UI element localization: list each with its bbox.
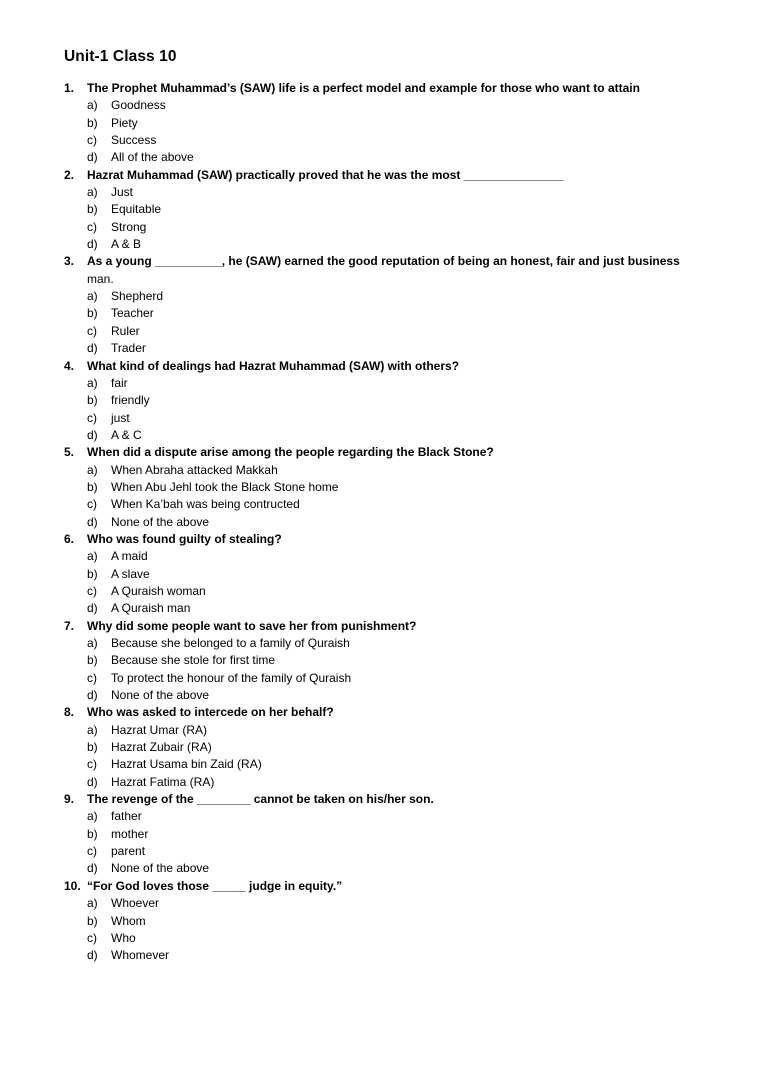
answer-option [64,184,724,201]
option-letter: c) [87,323,97,338]
question-text: The revenge of the ________ cannot be taken on his/her son. [87,792,434,807]
question-6 [64,531,724,618]
question-9 [64,791,724,878]
option-text: To protect the honour of the family of Quraish [111,670,352,685]
answer-option [64,808,724,825]
option-letter: c) [87,670,97,685]
option-letter: c) [87,583,97,598]
question-number: 8. [64,705,75,720]
option-text: Ruler [111,323,140,338]
option-letter: c) [87,219,97,234]
option-letter: a) [87,722,98,737]
option-text: Just [111,185,134,200]
question-text: Who was found guilty of stealing? [87,531,282,546]
question-text: When did a dispute arise among the people regarding the Black Stone? [87,445,494,460]
option-letter: b) [87,740,98,755]
option-text: Piety [111,115,138,130]
answer-option [64,496,724,513]
answer-option [64,115,724,132]
option-letter: a) [87,462,98,477]
answer-option [64,479,724,496]
answer-option [64,392,724,409]
question-number: 2. [64,167,75,182]
option-text: Hazrat Fatima (RA) [111,774,215,789]
question-text: Who was asked to intercede on her behalf? [87,705,334,720]
answer-option [64,149,724,166]
question-line [64,80,724,97]
option-letter: c) [87,133,97,148]
answer-option [64,583,724,600]
question-number: 7. [64,618,75,633]
question-number: 4. [64,358,75,373]
option-text: father [111,809,142,824]
answer-option [64,566,724,583]
option-letter: d) [87,688,98,703]
option-letter: d) [87,514,98,529]
option-letter: a) [87,809,98,824]
question-text-continuation: man. [87,271,114,286]
option-letter: b) [87,115,98,130]
answer-option [64,375,724,392]
question-line [64,167,724,184]
question-number: 1. [64,81,75,95]
option-text: Equitable [111,202,162,217]
answer-option [64,288,724,305]
option-text: Whoever [111,896,160,911]
question-7 [64,618,724,705]
option-text: Whom [111,913,146,928]
answer-option [64,739,724,756]
answer-option [64,947,724,964]
option-letter: b) [87,202,98,217]
question-line [64,531,724,548]
question-8 [64,704,724,791]
answer-option [64,860,724,877]
option-letter: a) [87,549,98,564]
question-10 [64,878,724,965]
option-text: Shepherd [111,289,164,304]
question-text: As a young __________, he (SAW) earned the good reputation of being an honest, fair and just business [87,254,680,269]
question-line [64,444,724,461]
answer-option [64,930,724,947]
question-number: 6. [64,531,75,546]
answer-option [64,410,724,427]
answer-option [64,323,724,340]
answer-option [64,843,724,860]
option-text: friendly [111,393,150,408]
question-text: What kind of dealings had Hazrat Muhammad (SAW) with others? [87,358,460,373]
answer-option [64,687,724,704]
option-letter: b) [87,306,98,321]
option-text: A maid [111,549,148,564]
answer-option [64,774,724,791]
question-text: The Prophet Muhammad’s (SAW) life is a perfect model and example for those who want to attain [87,81,640,95]
answer-option [64,305,724,322]
question-text: Why did some people want to save her from punishment? [87,618,417,633]
answer-option [64,132,724,149]
question-list [64,80,724,965]
option-text: Hazrat Umar (RA) [111,722,208,737]
option-text: Success [111,133,157,148]
option-letter: d) [87,237,98,252]
option-letter: d) [87,601,98,616]
question-number: 9. [64,792,75,807]
answer-option [64,895,724,912]
question-1 [64,80,724,167]
option-letter: b) [87,566,98,581]
option-letter: d) [87,861,98,876]
option-text: All of the above [111,150,194,165]
answer-option [64,652,724,669]
option-letter: d) [87,774,98,789]
page-title: Unit-1 Class 10 [64,48,177,65]
answer-option [64,97,724,114]
question-4 [64,358,724,445]
option-letter: c) [87,410,97,425]
option-letter: a) [87,375,98,390]
option-text: Who [111,930,136,945]
option-text: fair [111,375,128,390]
option-letter: a) [87,289,98,304]
option-text: mother [111,826,149,841]
option-letter: b) [87,653,98,668]
option-text: Strong [111,219,147,234]
option-text: Because she stole for first time [111,653,276,668]
option-letter: b) [87,393,98,408]
answer-option [64,722,724,739]
option-text: Hazrat Usama bin Zaid (RA) [111,757,262,772]
question-number: 10. [64,878,81,893]
answer-option [64,236,724,253]
option-text: Goodness [111,98,166,113]
option-text: None of the above [111,514,210,529]
question-5 [64,444,724,531]
question-text: “For God loves those _____ judge in equity.” [87,878,343,893]
option-text: Because she belonged to a family of Quraish [111,636,350,650]
answer-option [64,427,724,444]
option-text: None of the above [111,688,210,703]
option-text: Trader [111,341,146,356]
question-line [64,358,724,375]
option-letter: d) [87,948,98,963]
answer-option [64,548,724,565]
answer-option [64,219,724,236]
question-line [64,878,724,895]
question-number: 3. [64,254,75,269]
answer-option [64,340,724,357]
option-letter: d) [87,427,98,442]
option-letter: d) [87,150,98,165]
option-letter: b) [87,479,98,494]
option-letter: c) [87,497,97,512]
option-text: A Quraish man [111,601,191,616]
option-letter: d) [87,341,98,356]
option-letter: a) [87,98,98,113]
question-line [64,253,724,270]
option-letter: a) [87,185,98,200]
option-text: just [111,410,130,425]
question-text: Hazrat Muhammad (SAW) practically proved that he was the most _______________ [87,167,564,182]
question-line [64,704,724,721]
option-text: A slave [111,566,150,581]
option-text: A & B [111,237,142,252]
question-3 [64,253,724,357]
answer-option [64,670,724,687]
option-letter: c) [87,844,97,859]
option-text: When Abu Jehl took the Black Stone home [111,479,339,494]
answer-option [64,756,724,773]
option-text: None of the above [111,861,210,876]
option-letter: c) [87,930,97,945]
option-text: When Ka’bah was being contructed [111,497,300,512]
answer-option [64,913,724,930]
option-text: Teacher [111,306,154,321]
answer-option [64,600,724,617]
option-text: Whomever [111,948,170,963]
option-text: Hazrat Zubair (RA) [111,740,212,755]
answer-option [64,826,724,843]
option-letter: c) [87,757,97,772]
answer-option [64,201,724,218]
answer-option [64,635,724,652]
option-letter: b) [87,913,98,928]
option-text: A & C [111,427,142,442]
question-line [64,618,724,635]
option-letter: a) [87,896,98,911]
answer-option [64,514,724,531]
option-text: parent [111,844,146,859]
question-line [64,791,724,808]
option-text: A Quraish woman [111,583,206,598]
option-text: When Abraha attacked Makkah [111,462,278,477]
answer-option [64,462,724,479]
option-letter: b) [87,826,98,841]
option-letter: a) [87,636,98,650]
question-number: 5. [64,445,75,460]
question-2 [64,167,724,254]
